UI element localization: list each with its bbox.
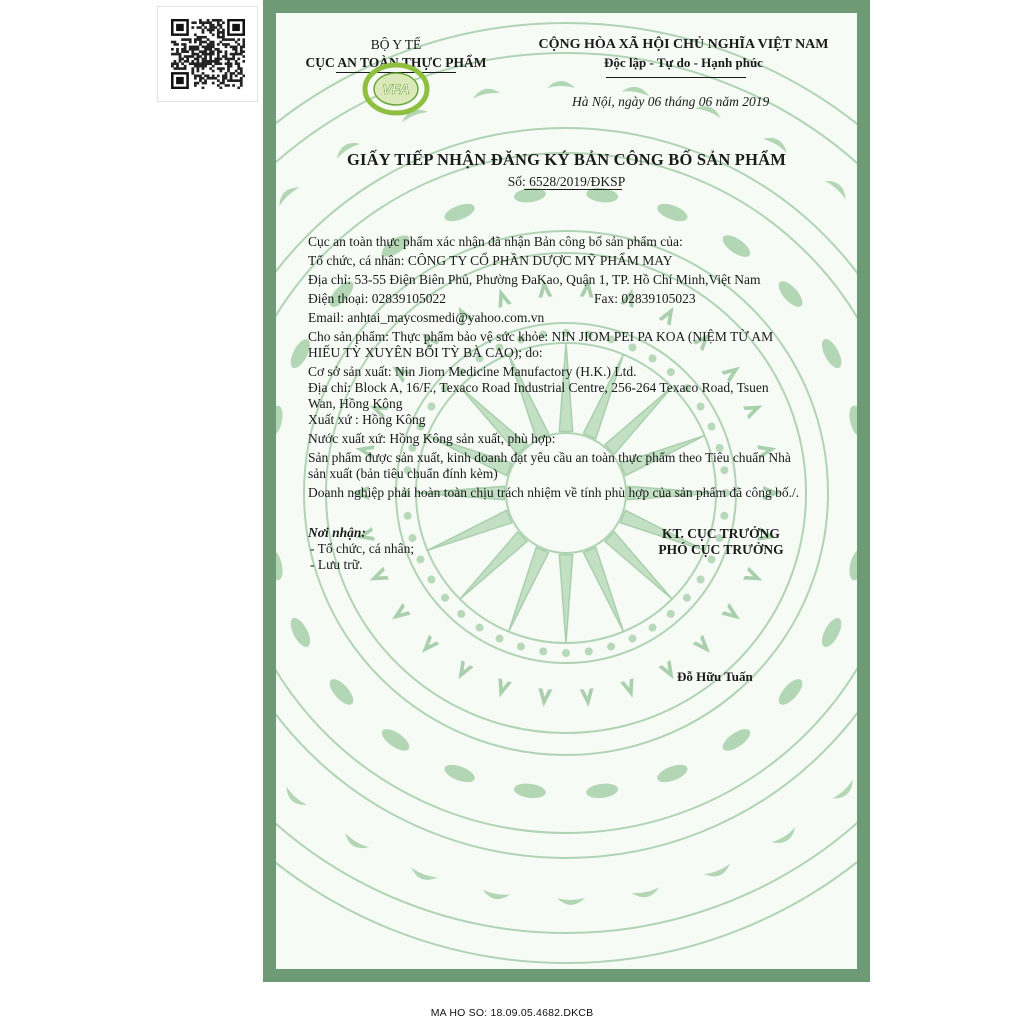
standard-line-2: sản xuất (bản tiêu chuẩn đính kèm) bbox=[308, 466, 498, 481]
intro-text: Cục an toàn thực phẩm xác nhận đã nhận Bản công bố sản phẩm của: bbox=[308, 234, 683, 249]
signer-name: Đỗ Hữu Tuấn bbox=[677, 669, 753, 684]
address-line: Địa chỉ: 53-55 Điện Biên Phủ, Phường ĐaKao, Quận 1, TP. Hồ Chí Minh,Việt Nam bbox=[308, 272, 761, 287]
recipient-item: - Lưu trữ. bbox=[310, 557, 363, 572]
facility-address-line-2: Wan, Hồng Kông bbox=[308, 396, 403, 411]
recipient-item: - Tổ chức, cá nhân; bbox=[310, 541, 415, 556]
vfa-seal-icon bbox=[362, 61, 430, 117]
qr-code-box bbox=[157, 6, 258, 102]
fax-line: Fax: 02839105023 bbox=[594, 291, 696, 306]
dossier-code: MA HO SO: 18.09.05.4682.DKCB bbox=[430, 1007, 594, 1019]
signer-title-2: PHÓ CỤC TRƯỞNG bbox=[658, 542, 784, 557]
recipients-heading: Nơi nhận: bbox=[308, 525, 366, 540]
certificate-content bbox=[276, 13, 857, 969]
facility-line: Cơ sở sản xuất: Nin Jiom Medicine Manufactory (H.K.) Ltd. bbox=[308, 364, 637, 379]
product-line-2: HIẾU TỲ XUYÊN BỐI TỲ BÀ CAO); do: bbox=[308, 345, 543, 360]
organization-line: Tổ chức, cá nhân: CÔNG TY CỔ PHẦN DƯỢC MỸ PHẨM MAY bbox=[308, 253, 673, 268]
certificate-paper bbox=[276, 13, 857, 969]
certificate-frame bbox=[263, 0, 870, 982]
phone-line: Điện thoại: 02839105022 bbox=[308, 291, 446, 306]
date-line: Hà Nội, ngày 06 tháng 06 năm 2019 bbox=[572, 94, 770, 109]
qr-code-icon bbox=[171, 19, 245, 89]
right-header-underline bbox=[606, 77, 746, 78]
national-motto: Độc lập - Tự do - Hạnh phúc bbox=[604, 55, 763, 70]
responsibility-line: Doanh nghiệp phải hoàn toàn chịu trách nhiệm về tính phù hợp của sản phẩm đã công bố./. bbox=[308, 485, 800, 500]
export-country-line: Nước xuất xứ: Hồng Kông sản xuất, phù hợp: bbox=[308, 431, 556, 446]
ministry-name: BỘ Y TẾ bbox=[370, 37, 422, 52]
document-number: Số: 6528/2019/ĐKSP bbox=[507, 174, 626, 189]
country-name: CỘNG HÒA XÃ HỘI CHỦ NGHĨA VIỆT NAM bbox=[538, 37, 829, 52]
origin-line: Xuất xứ : Hồng Kông bbox=[308, 412, 426, 427]
seal-text: VFA bbox=[382, 81, 410, 97]
facility-address-line-1: Địa chỉ: Block A, 16/F., Texaco Road Industrial Centre, 256-264 Texaco Road, Tsuen bbox=[308, 380, 769, 395]
title-underline bbox=[524, 189, 622, 190]
email-line: Email: anhtai_maycosmedi@yahoo.com.vn bbox=[308, 310, 545, 325]
signer-title-1: KT. CỤC TRƯỞNG bbox=[662, 526, 780, 541]
product-line-1: Cho sản phẩm: Thực phẩm bảo vệ sức khỏe: NIN JIOM PEI PA KOA (NIỆM TỪ AM bbox=[308, 329, 774, 344]
department-name: CỤC AN TOÀN THỰC PHẨM bbox=[305, 55, 487, 70]
document-title: GIẤY TIẾP NHẬN ĐĂNG KÝ BẢN CÔNG BỐ SẢN PHẨM bbox=[346, 150, 786, 169]
standard-line-1: Sản phẩm được sản xuất, kinh doanh đạt yêu cầu an toàn thực phẩm theo Tiêu chuẩn Nhà bbox=[308, 450, 791, 465]
